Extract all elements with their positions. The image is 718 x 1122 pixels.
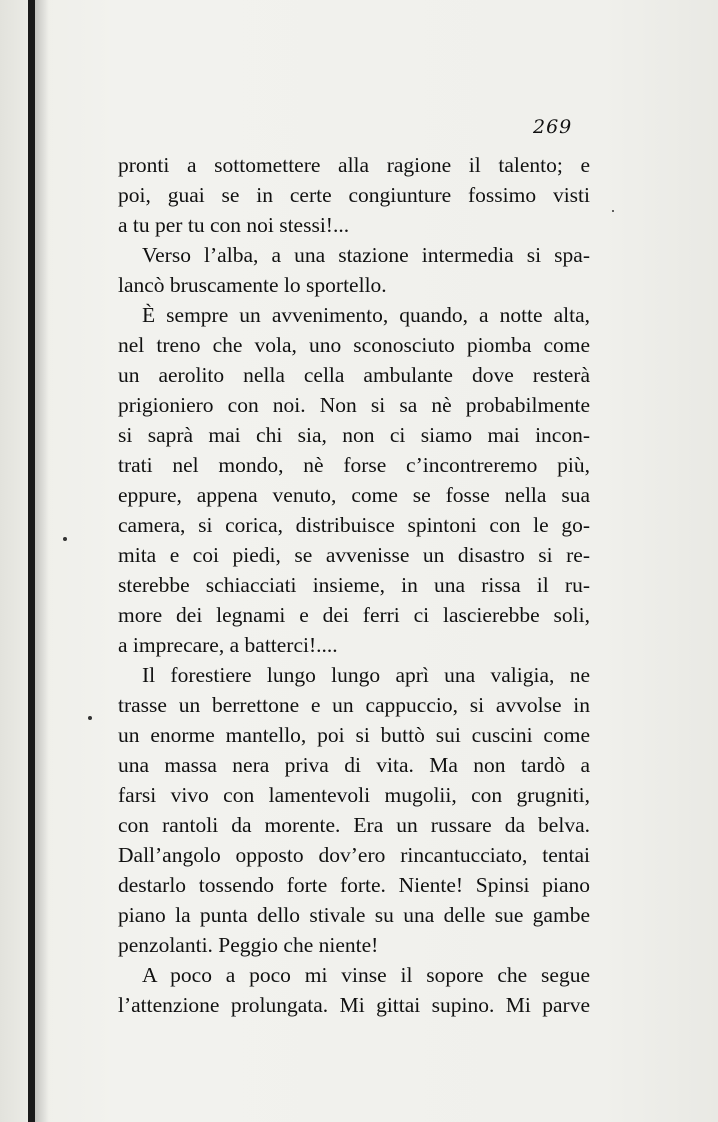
text-line: un enorme mantello, poi si buttò sui cuscini come <box>118 723 590 747</box>
text-line: si saprà mai chi sia, non ci siamo mai incon- <box>118 423 590 447</box>
text-line: more dei legnami e dei ferri ci lascierebbe soli, <box>118 603 590 627</box>
text-line: penzolanti. Peggio che niente! <box>118 933 379 957</box>
spine-shadow <box>35 0 49 1122</box>
text-line: lancò bruscamente lo sportello. <box>118 273 387 297</box>
text-line: A poco a poco mi vinse il sopore che segue <box>142 963 590 987</box>
paper-speck <box>88 716 92 720</box>
text-line: nel treno che vola, uno sconosciuto piomba come <box>118 333 590 357</box>
text-line: una massa nera priva di vita. Ma non tardò a <box>118 753 590 777</box>
text-line: camera, si corica, distribuisce spintoni con le go- <box>118 513 590 537</box>
text-line: Dall’angolo opposto dov’ero rincantucciato, tentai <box>118 843 590 867</box>
book-spine-edge <box>28 0 35 1122</box>
text-line: l’attenzione prolungata. Mi gittai supino. Mi parve <box>118 993 590 1017</box>
text-line: trati nel mondo, nè forse c’incontreremo più, <box>118 453 590 477</box>
text-line: farsi vivo con lamentevoli mugolii, con grugniti, <box>118 783 590 807</box>
text-line: È sempre un avvenimento, quando, a notte alta, <box>142 303 590 327</box>
text-line: un aerolito nella cella ambulante dove resterà <box>118 363 590 387</box>
text-line: sterebbe schiacciati insieme, in una rissa il ru- <box>118 573 590 597</box>
text-line: piano la punta dello stivale su una delle sue gambe <box>118 903 590 927</box>
paper-speck <box>63 537 67 541</box>
text-line: con rantoli da morente. Era un russare da belva. <box>118 813 590 837</box>
text-line: Il forestiere lungo lungo aprì una valigia, ne <box>142 663 590 687</box>
text-line: trasse un berrettone e un cappuccio, si avvolse in <box>118 693 590 717</box>
text-line: Verso l’alba, a una stazione intermedia si spa- <box>142 243 590 267</box>
text-line: poi, guai se in certe congiunture fossimo visti <box>118 183 590 207</box>
paper-speck <box>612 210 614 212</box>
page-number: 269 <box>533 116 573 138</box>
text-line: a tu per tu con noi stessi!... <box>118 213 350 237</box>
text-line: destarlo tossendo forte forte. Niente! Spinsi piano <box>118 873 590 897</box>
text-line: a imprecare, a batterci!.... <box>118 633 338 657</box>
text-line: mita e coi piedi, se avvenisse un disastro si re- <box>118 543 590 567</box>
text-line: prigioniero con noi. Non si sa nè probabilmente <box>118 393 590 417</box>
body-text <box>118 150 590 1020</box>
text-line: pronti a sottomettere alla ragione il talento; e <box>118 153 590 177</box>
text-line: eppure, appena venuto, come se fosse nella sua <box>118 483 590 507</box>
